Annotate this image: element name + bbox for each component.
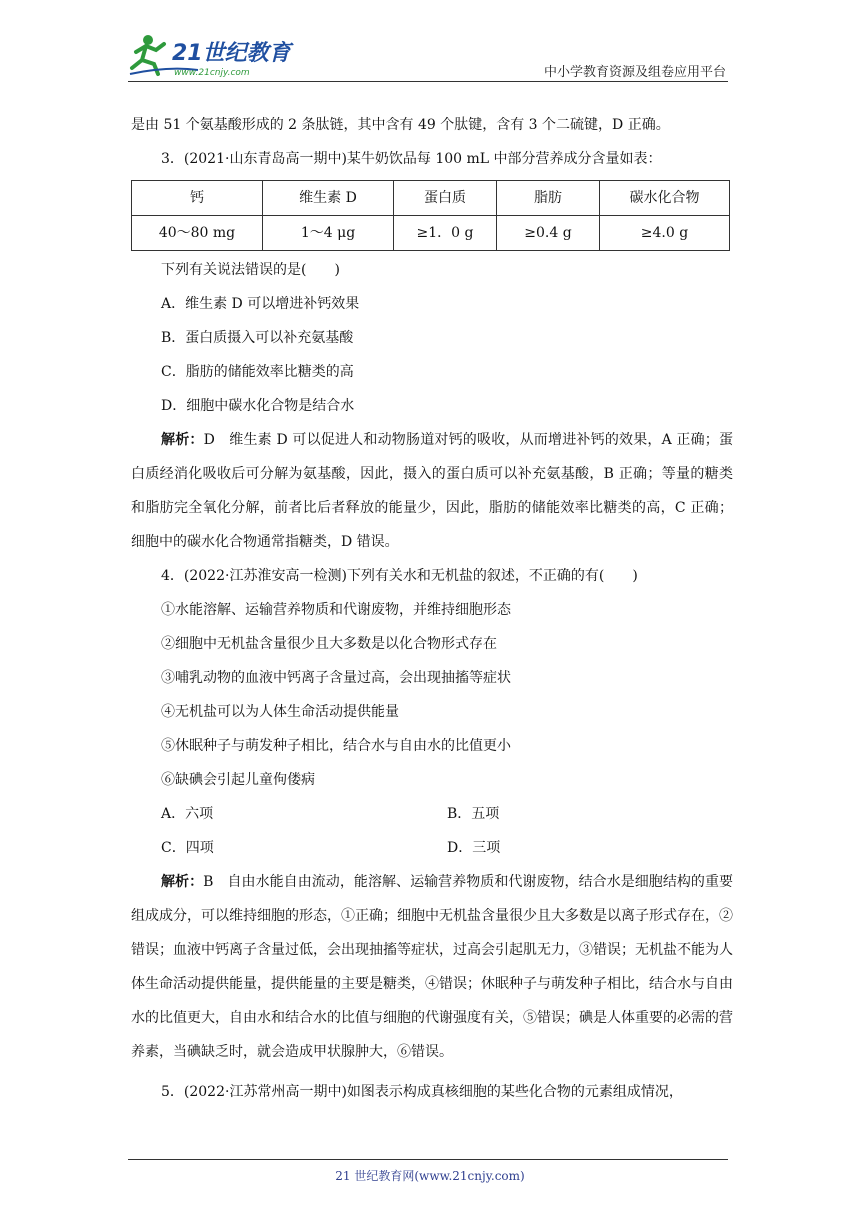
q4-statement: ①水能溶解、运输营养物质和代谢废物，并维持细胞形态	[161, 602, 511, 618]
q4-statement: ②细胞中无机盐含量很少且大多数是以化合物形式存在	[161, 636, 497, 652]
table-header-cell: 钙	[132, 181, 263, 216]
continuation-line: 是由 51 个氨基酸形成的 2 条肽链，其中含有 49 个肽键，含有 3 个二硫键，D 正确。	[131, 117, 670, 133]
page-header	[0, 0, 860, 90]
q4-option-b: B．五项	[447, 806, 500, 822]
q3-question: 下列有关说法错误的是( )	[161, 262, 340, 278]
q4-option-c: C．四项	[161, 840, 214, 856]
analysis-label: 解析：	[161, 432, 204, 448]
q3-option-a: A．维生素 D 可以增进补钙效果	[161, 296, 360, 312]
q4-statement: ⑤休眠种子与萌发种子相比，结合水与自由水的比值更小	[161, 738, 511, 754]
analysis-text: B 自由水能自由流动，能溶解、运输营养物质和代谢废物，结合水是细胞结构的重要组成成分，可以维持细胞的形态，①正确；细胞中无机盐含量很少且大多数是以离子形式存在，②错误；血液中钙离子含量过低，会出现抽搐等症状，过高会引起肌无力，③错误；无机盐不能为人体生命活动提供能量，提供能量的主要是糖类，④错误；休眠种子与萌发种子相比，结合水与自由水的比值更大，自由水和结合水的比值与细胞的代谢强度有关，⑤错误；碘是人体重要的必需的营养素，当碘缺乏时，就会造成甲状腺肿大，⑥错误。	[131, 874, 734, 1060]
footer-link[interactable]: 21 世纪教育网(www.21cnjy.com)	[335, 1169, 525, 1183]
q3-option-b: B．蛋白质摄入可以补充氨基酸	[161, 330, 354, 346]
q4-statement: ⑥缺碘会引起儿童佝偻病	[161, 772, 315, 788]
q4-analysis	[131, 865, 733, 1069]
footer-divider	[128, 1159, 728, 1160]
q4-options-row-1	[131, 797, 733, 831]
table-row	[132, 216, 730, 251]
table-header-cell: 维生素 D	[263, 181, 394, 216]
table-header-row	[132, 181, 730, 216]
table-header-cell: 碳水化合物	[600, 181, 730, 216]
q4-stem: 4．(2022·江苏淮安高一检测)下列有关水和无机盐的叙述，不正确的有( )	[161, 568, 638, 584]
document-body	[131, 108, 733, 1109]
q3-stem: 3．(2021·山东青岛高一期中)某牛奶饮品每 100 mL 中部分营养成分含量如表：	[161, 151, 662, 167]
table-header-cell: 蛋白质	[394, 181, 497, 216]
q4-option-a: A．六项	[161, 806, 214, 822]
nutrition-table	[131, 180, 730, 251]
q5-stem: 5．(2022·江苏常州高一期中)如图表示构成真核细胞的某些化合物的元素组成情况，	[161, 1084, 683, 1100]
q3-analysis	[131, 423, 733, 559]
q3-option-c: C．脂肪的储能效率比糖类的高	[161, 364, 354, 380]
q4-statement: ④无机盐可以为人体生命活动提供能量	[161, 704, 399, 720]
table-header-cell: 脂肪	[497, 181, 600, 216]
table-cell: 40～80 mg	[132, 216, 263, 251]
table-cell: 1～4 μg	[263, 216, 394, 251]
table-cell: ≥4.0 g	[600, 216, 730, 251]
analysis-label: 解析：	[161, 874, 204, 890]
platform-name: 中小学教育资源及组卷应用平台	[543, 65, 726, 80]
q4-option-d: D．三项	[447, 840, 501, 856]
analysis-text: D 维生素 D 可以促进人和动物肠道对钙的吸收，从而增进补钙的效果，A 正确；蛋白质经消化吸收后可分解为氨基酸，因此，摄入的蛋白质可以补充氨基酸，B 正确；等量的糖类和脂肪完全氧化分解，前者比后者释放的能量少，因此，脂肪的储能效率比糖类的高，C 正确；细胞中的碳水化合物通常指糖类，D 错误。	[131, 432, 733, 550]
logo-url: www.21cnjy.com	[174, 68, 250, 78]
table-cell: ≥1．0 g	[394, 216, 497, 251]
table-cell: ≥0.4 g	[497, 216, 600, 251]
q4-options-row-2	[131, 831, 733, 865]
q3-option-d: D．细胞中碳水化合物是结合水	[161, 398, 355, 414]
runner-logo-icon	[128, 30, 298, 82]
q4-statement: ③哺乳动物的血液中钙离子含量过高，会出现抽搐等症状	[161, 670, 511, 686]
site-logo[interactable]	[128, 30, 298, 82]
header-divider	[128, 81, 728, 82]
logo-text: 21世纪教育	[172, 41, 291, 66]
